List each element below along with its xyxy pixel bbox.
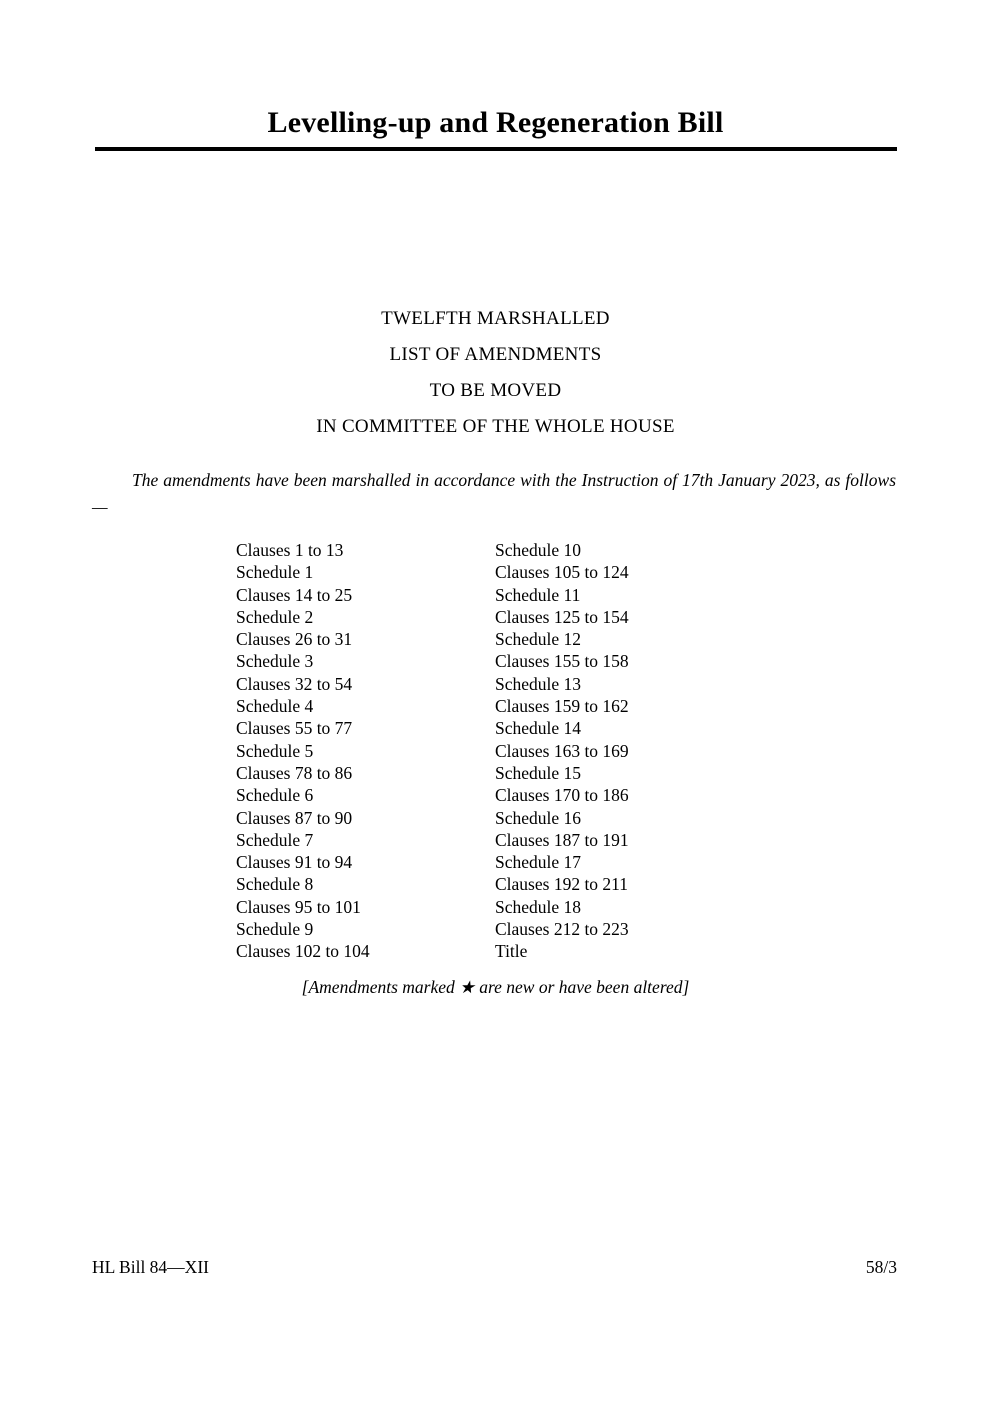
- marshalling-item: Schedule 17: [495, 852, 582, 873]
- heading-line-3: TO BE MOVED: [429, 380, 562, 401]
- marshalling-order-list: [0, 539, 991, 963]
- marshalling-item: Schedule 11: [495, 584, 581, 605]
- marshalling-item: Clauses 187 to 191: [495, 829, 629, 850]
- heading-line-1: TWELFTH MARSHALLED: [381, 308, 610, 329]
- marshalling-item: Clauses 105 to 124: [495, 562, 629, 583]
- title-double-rule: [95, 147, 897, 151]
- marshalling-item: Clauses 212 to 223: [495, 919, 629, 940]
- marshalling-item: Clauses 55 to 77: [236, 718, 353, 739]
- marshalling-item: Schedule 10: [495, 540, 582, 560]
- marshalling-item: Clauses 26 to 31: [236, 629, 353, 650]
- marshalling-item: Schedule 5: [236, 740, 314, 761]
- marshalling-item: Schedule 9: [236, 919, 314, 940]
- marshalling-left-column: [236, 539, 495, 963]
- marshalling-item: Schedule 13: [495, 673, 582, 694]
- footer-session-number: 58/3: [865, 1257, 897, 1277]
- marshalling-item: Schedule 2: [236, 606, 314, 627]
- marshalling-item: Clauses 163 to 169: [495, 740, 629, 761]
- marshalling-item: Title: [495, 941, 528, 962]
- marshalling-right-column: [495, 539, 991, 963]
- marshalling-item: Clauses 95 to 101: [236, 896, 361, 917]
- marshalling-item: Schedule 18: [495, 896, 582, 917]
- marshalling-item: Schedule 16: [495, 807, 582, 828]
- marshalling-item: Clauses 170 to 186: [495, 785, 629, 806]
- marshalling-item: Schedule 12: [495, 629, 582, 650]
- marshalling-item: Clauses 87 to 90: [236, 807, 353, 828]
- marshalling-item: Schedule 1: [236, 562, 314, 583]
- marshalling-item: Schedule 8: [236, 874, 314, 895]
- marshalling-item: Schedule 6: [236, 785, 314, 806]
- marshalling-item: Clauses 192 to 211: [495, 874, 629, 895]
- marshalling-item: Schedule 4: [236, 696, 314, 717]
- marshalling-item: Clauses 125 to 154: [495, 606, 629, 627]
- amendments-star-note: [Amendments marked ★ are new or have been altered]: [301, 976, 690, 997]
- marshalling-item: Clauses 78 to 86: [236, 762, 353, 783]
- heading-line-4: IN COMMITTEE OF THE WHOLE HOUSE: [316, 416, 675, 437]
- marshalling-item: Clauses 91 to 94: [236, 852, 353, 873]
- marshalling-item: Schedule 15: [495, 762, 582, 783]
- marshalling-item: Clauses 102 to 104: [236, 941, 370, 962]
- marshalling-item: Clauses 159 to 162: [495, 696, 629, 717]
- marshalling-item: Schedule 14: [495, 718, 582, 739]
- marshalling-item: Clauses 1 to 13: [236, 540, 344, 560]
- marshalled-list-headings: [0, 309, 991, 437]
- footer-bill-number: HL Bill 84—XII: [92, 1257, 209, 1277]
- marshalling-item: Clauses 32 to 54: [236, 673, 353, 694]
- marshalling-item: Schedule 7: [236, 829, 314, 850]
- page-footer: [92, 1257, 897, 1278]
- marshalling-item: Clauses 155 to 158: [495, 651, 629, 672]
- bill-title: Levelling-up and Regeneration Bill: [267, 106, 724, 139]
- heading-line-2: LIST OF AMENDMENTS: [389, 344, 602, 365]
- marshalling-item: Clauses 14 to 25: [236, 584, 353, 605]
- marshalling-item: Schedule 3: [236, 651, 314, 672]
- marshalling-instruction-paragraph: The amendments have been marshalled in accordance with the Instruction of 17th January 2023, as follows—: [92, 470, 896, 517]
